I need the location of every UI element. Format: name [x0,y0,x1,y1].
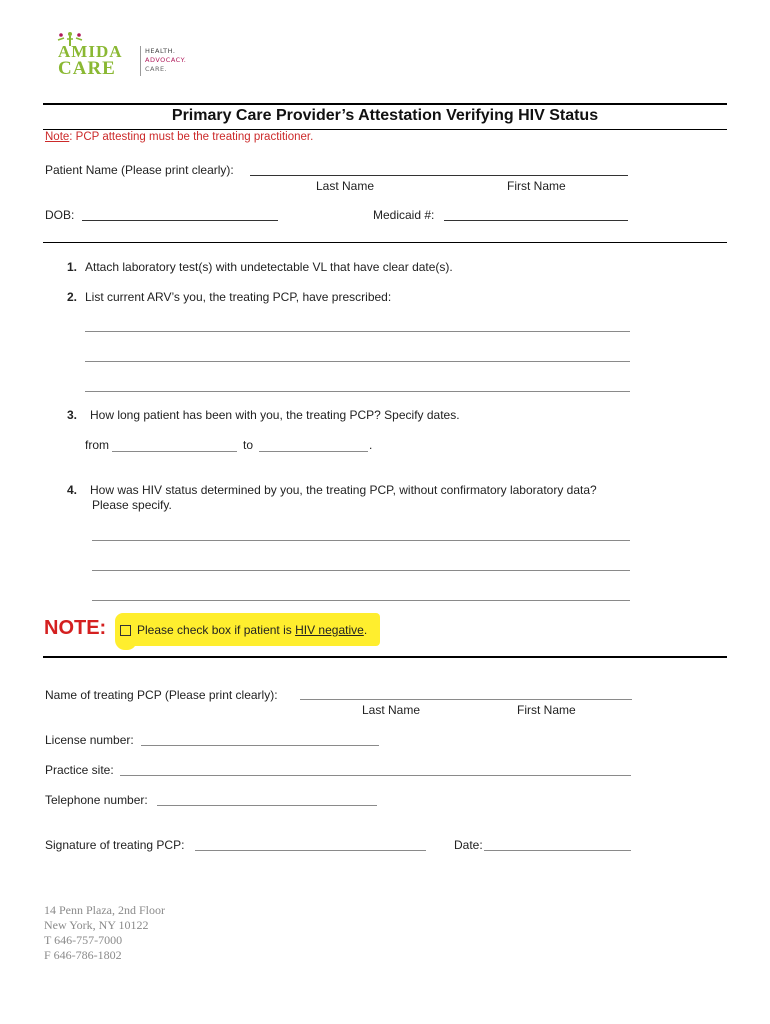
item-1-text: Attach laboratory test(s) with undetectable VL that have clear date(s). [85,260,453,274]
to-date-field[interactable] [259,451,368,452]
item-2-text: List current ARV’s you, the treating PCP, have prescribed: [85,290,392,304]
hiv-negative-text [137,623,367,637]
item-3-number: 3. [67,408,78,422]
section-rule-1 [43,242,727,243]
from-date-field[interactable] [112,451,237,452]
date-field[interactable] [484,850,631,851]
form-title: Primary Care Provider’s Attestation Verifying HIV Status [171,107,599,124]
dob-field[interactable] [82,220,278,221]
hiv-status-line-3[interactable] [92,600,630,601]
item-2-number: 2. [67,290,78,304]
patient-last-name-caption: Last Name [316,179,375,193]
patient-first-name-caption: First Name [507,179,566,193]
logo-word-care: CARE [58,58,116,79]
hiv-note-label: NOTE: [44,617,107,639]
date-label: Date: [454,838,483,852]
pcp-first-name-caption: First Name [517,703,576,717]
signature-label: Signature of treating PCP: [45,838,185,852]
logo-divider [140,46,141,76]
section-rule-2 [43,656,727,658]
pcp-note-text: : PCP attesting must be the treating practitioner. [69,131,314,143]
license-label: License number: [45,733,134,747]
patient-name-label: Patient Name (Please print clearly): [45,163,234,177]
item-4-number: 4. [67,483,78,497]
license-field[interactable] [141,745,379,746]
item-1-number: 1. [67,260,78,274]
top-rule [43,103,727,105]
to-label: to [243,438,254,452]
address-phone: T 646-757-7000 [44,933,123,947]
hiv-negative-text-post: . [363,623,368,637]
hiv-negative-text-pre: Please check box if patient is [137,623,296,637]
patient-name-field[interactable] [250,175,628,176]
pcp-name-field[interactable] [300,699,632,700]
logo-tag-care: CARE. [145,65,168,73]
pcp-note [45,131,313,143]
signature-field[interactable] [195,850,426,851]
arv-line-3[interactable] [85,391,630,392]
from-label: from [85,438,109,452]
medicaid-label: Medicaid #: [373,208,435,222]
arv-line-1[interactable] [85,331,630,332]
address-line-2: New York, NY 10122 [44,918,149,932]
amida-care-logo [52,32,202,82]
to-period: . [369,438,373,452]
hiv-negative-text-underlined: HIV negative [295,623,364,637]
dob-label: DOB: [45,208,75,222]
pcp-note-label: Note [45,131,70,143]
logo-word-amida: AMIDA [58,42,123,61]
item-4-text-line1: How was HIV status determined by you, the treating PCP, without confirmatory laboratory data? [90,483,597,497]
hiv-negative-checkbox[interactable] [120,625,131,636]
practice-site-label: Practice site: [45,763,114,777]
title-rule [43,129,727,130]
telephone-field[interactable] [157,805,377,806]
arv-line-2[interactable] [85,361,630,362]
hiv-status-line-2[interactable] [92,570,630,571]
pcp-last-name-caption: Last Name [362,703,421,717]
item-3-text: How long patient has been with you, the treating PCP? Specify dates. [90,408,460,422]
item-4-text-line2: Please specify. [92,498,172,512]
logo-tag-health: HEALTH. [145,47,176,55]
hiv-status-line-1[interactable] [92,540,630,541]
address-fax: F 646-786-1802 [44,948,122,962]
medicaid-field[interactable] [444,220,628,221]
logo-tag-advocacy: ADVOCACY. [145,56,187,64]
telephone-label: Telephone number: [45,793,148,807]
address-line-1: 14 Penn Plaza, 2nd Floor [44,903,165,917]
pcp-name-label: Name of treating PCP (Please print clearly): [45,688,278,702]
practice-site-field[interactable] [120,775,631,776]
